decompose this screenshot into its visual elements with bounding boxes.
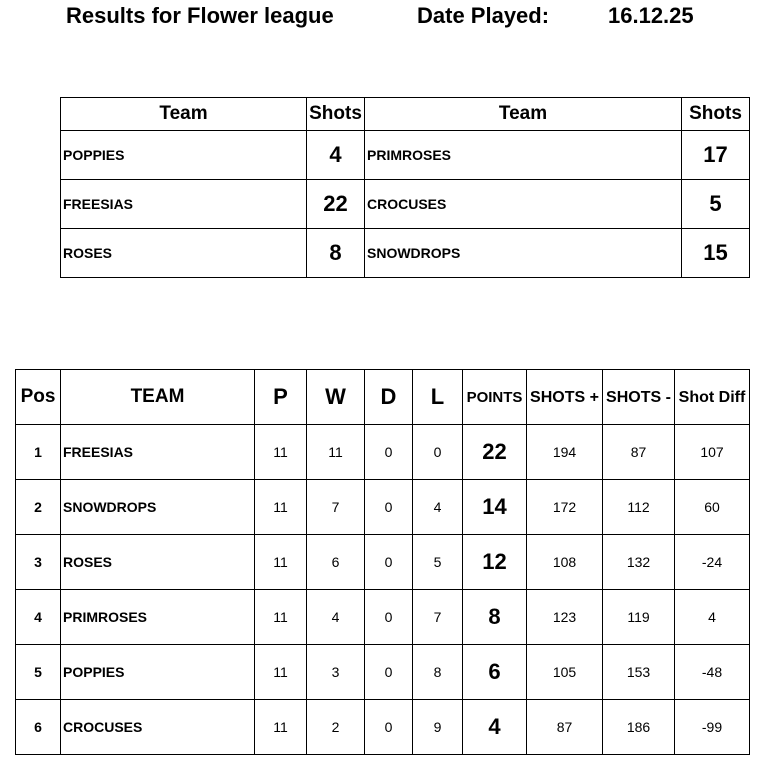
- header-points: POINTS: [463, 370, 527, 425]
- league-points: 4: [463, 700, 527, 755]
- league-table: [15, 369, 750, 755]
- results-row: [61, 131, 750, 180]
- away-shots: 5: [682, 180, 750, 229]
- header-played: P: [255, 370, 307, 425]
- league-played: 11: [255, 425, 307, 480]
- header-lost: L: [413, 370, 463, 425]
- header-shot-diff: Shot Diff: [675, 370, 750, 425]
- league-points: 6: [463, 645, 527, 700]
- away-shots: 17: [682, 131, 750, 180]
- home-shots: 8: [307, 229, 365, 278]
- header-team: TEAM: [61, 370, 255, 425]
- league-team: SNOWDROPS: [61, 480, 255, 535]
- league-won: 2: [307, 700, 365, 755]
- league-pos: 5: [16, 645, 61, 700]
- results-table: [60, 97, 750, 278]
- results-header-row: [61, 98, 750, 131]
- league-row: [16, 590, 750, 645]
- league-shots-against: 119: [603, 590, 675, 645]
- league-shot-diff: 60: [675, 480, 750, 535]
- league-shots-against: 112: [603, 480, 675, 535]
- league-lost: 0: [413, 425, 463, 480]
- league-played: 11: [255, 645, 307, 700]
- date-played-label: Date Played:: [417, 3, 550, 28]
- league-pos: 4: [16, 590, 61, 645]
- league-shots-against: 186: [603, 700, 675, 755]
- results-header-shots-away: Shots: [682, 98, 750, 131]
- league-drawn: 0: [365, 425, 413, 480]
- league-shots-against: 132: [603, 535, 675, 590]
- league-played: 11: [255, 700, 307, 755]
- home-team: FREESIAS: [61, 180, 307, 229]
- league-shot-diff: -48: [675, 645, 750, 700]
- results-header-shots-home: Shots: [307, 98, 365, 131]
- league-row: [16, 535, 750, 590]
- league-points: 22: [463, 425, 527, 480]
- league-header-row: [16, 370, 750, 425]
- league-shots-for: 172: [527, 480, 603, 535]
- league-shots-for: 194: [527, 425, 603, 480]
- league-lost: 8: [413, 645, 463, 700]
- home-shots: 22: [307, 180, 365, 229]
- league-shots-for: 105: [527, 645, 603, 700]
- league-points: 14: [463, 480, 527, 535]
- league-pos: 3: [16, 535, 61, 590]
- header-shots-against: SHOTS -: [603, 370, 675, 425]
- league-team: PRIMROSES: [61, 590, 255, 645]
- league-shots-for: 123: [527, 590, 603, 645]
- league-drawn: 0: [365, 700, 413, 755]
- home-team: POPPIES: [61, 131, 307, 180]
- header-drawn: D: [365, 370, 413, 425]
- home-shots: 4: [307, 131, 365, 180]
- league-shot-diff: 4: [675, 590, 750, 645]
- away-team: PRIMROSES: [365, 131, 682, 180]
- league-played: 11: [255, 480, 307, 535]
- page-title: Results for Flower league: [66, 3, 334, 28]
- results-header-team-away: Team: [365, 98, 682, 131]
- results-row: [61, 180, 750, 229]
- league-won: 4: [307, 590, 365, 645]
- league-pos: 6: [16, 700, 61, 755]
- league-team: ROSES: [61, 535, 255, 590]
- league-played: 11: [255, 590, 307, 645]
- league-shot-diff: 107: [675, 425, 750, 480]
- league-team: POPPIES: [61, 645, 255, 700]
- away-team: CROCUSES: [365, 180, 682, 229]
- header-pos: Pos: [16, 370, 61, 425]
- league-shot-diff: -24: [675, 535, 750, 590]
- league-drawn: 0: [365, 480, 413, 535]
- results-header-team-home: Team: [61, 98, 307, 131]
- header-shots-for: SHOTS +: [527, 370, 603, 425]
- league-won: 11: [307, 425, 365, 480]
- away-shots: 15: [682, 229, 750, 278]
- league-shots-against: 153: [603, 645, 675, 700]
- league-row: [16, 425, 750, 480]
- date-played-value: 16.12.25: [608, 3, 694, 28]
- league-lost: 4: [413, 480, 463, 535]
- league-points: 12: [463, 535, 527, 590]
- league-team: CROCUSES: [61, 700, 255, 755]
- league-pos: 2: [16, 480, 61, 535]
- league-shots-for: 87: [527, 700, 603, 755]
- league-lost: 9: [413, 700, 463, 755]
- league-drawn: 0: [365, 590, 413, 645]
- header-won: W: [307, 370, 365, 425]
- league-won: 3: [307, 645, 365, 700]
- league-won: 6: [307, 535, 365, 590]
- away-team: SNOWDROPS: [365, 229, 682, 278]
- league-lost: 5: [413, 535, 463, 590]
- league-team: FREESIAS: [61, 425, 255, 480]
- home-team: ROSES: [61, 229, 307, 278]
- league-row: [16, 645, 750, 700]
- league-pos: 1: [16, 425, 61, 480]
- league-drawn: 0: [365, 535, 413, 590]
- league-played: 11: [255, 535, 307, 590]
- league-shots-against: 87: [603, 425, 675, 480]
- league-won: 7: [307, 480, 365, 535]
- league-points: 8: [463, 590, 527, 645]
- results-row: [61, 229, 750, 278]
- league-drawn: 0: [365, 645, 413, 700]
- league-shot-diff: -99: [675, 700, 750, 755]
- league-row: [16, 480, 750, 535]
- league-lost: 7: [413, 590, 463, 645]
- league-shots-for: 108: [527, 535, 603, 590]
- league-row: [16, 700, 750, 755]
